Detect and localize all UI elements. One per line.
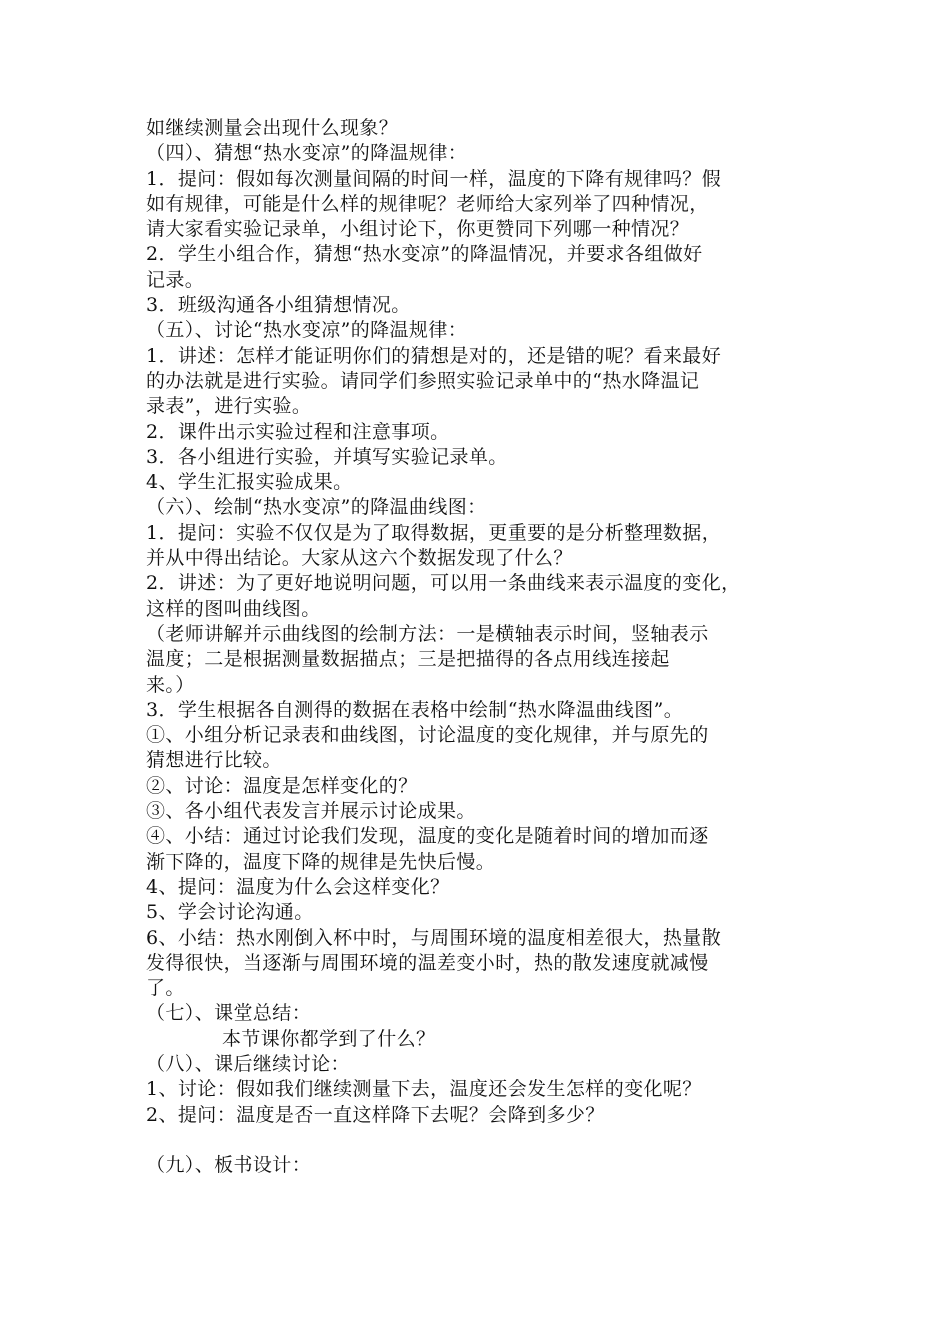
text-line: 1．提问：假如每次测量间隔的时间一样，温度的下降有规律吗？假 [146, 167, 722, 190]
text-line: 录表”，进行实验。 [146, 395, 312, 418]
text-line: 发得很快，当逐渐与周围环境的温差变小时，热的散发速度就减慢 [146, 951, 709, 974]
text-line: （老师讲解并示曲线图的绘制方法：一是横轴表示时间，竖轴表示 [146, 622, 709, 645]
text-line: 2．课件出示实验过程和注意事项。 [146, 420, 450, 443]
indented-text-line: 本节课你都学到了什么？ [222, 1027, 436, 1050]
text-line: 5、学会讨论沟通。 [146, 901, 314, 924]
section-heading-8: （八）、课后继续讨论： [146, 1052, 350, 1075]
text-line: 1．提问：实验不仅仅是为了取得数据，更重要的是分析整理数据， [146, 521, 722, 544]
section-heading-4: （四）、猜想“热水变凉”的降温规律： [146, 142, 468, 165]
text-line: 3．学生根据各自测得的数据在表格中绘制“热水降温曲线图”。 [146, 698, 684, 721]
text-line: ①、小组分析记录表和曲线图，讨论温度的变化规律，并与原先的 [146, 724, 709, 747]
text-line: 的办法就是进行实验。请同学们参照实验记录单中的“热水降温记 [146, 369, 700, 392]
text-line: 1、讨论：假如我们继续测量下去，温度还会发生怎样的变化呢？ [146, 1078, 702, 1101]
text-line: 请大家看实验记录单，小组讨论下，你更赞同下列哪一种情况？ [146, 218, 690, 241]
text-line: 6、小结：热水刚倒入杯中时，与周围环境的温度相差很大，热量散 [146, 926, 722, 949]
text-line: 3．班级沟通各小组猜想情况。 [146, 294, 411, 317]
text-line: 4、提问：温度为什么会这样变化？ [146, 875, 450, 898]
text-line: 4、学生汇报实验成果。 [146, 471, 353, 494]
text-line: 渐下降的，温度下降的规律是先快后慢。 [146, 850, 496, 873]
text-line: 1．讲述：怎样才能证明你们的猜想是对的，还是错的呢？看来最好 [146, 344, 722, 367]
text-line: 温度；二是根据测量数据描点；三是把描得的各点用线连接起 [146, 648, 670, 671]
section-heading-5: （五）、讨论“热水变凉”的降温规律： [146, 319, 468, 342]
blank-line [146, 1128, 814, 1153]
section-heading-6: （六）、绘制“热水变凉”的降温曲线图： [146, 496, 487, 519]
text-line: 2、提问：温度是否一直这样降下去呢？会降到多少？ [146, 1103, 605, 1126]
text-line: 如有规律，可能是什么样的规律呢？老师给大家列举了四种情况， [146, 192, 709, 215]
text-line: ④、小结：通过讨论我们发现，温度的变化是随着时间的增加而逐 [146, 825, 709, 848]
text-line: 猜想进行比较。 [146, 749, 282, 772]
text-line: 了。 [146, 977, 185, 1000]
text-line: 2．学生小组合作，猜想“热水变凉”的降温情况，并要求各组做好 [146, 243, 703, 266]
section-heading-7: （七）、课堂总结： [146, 1002, 312, 1025]
text-line: ③、各小组代表发言并展示讨论成果。 [146, 800, 476, 823]
text-line: 记录。 [146, 268, 205, 291]
text-line: 如继续测量会出现什么现象？ [146, 117, 399, 139]
section-heading-9: （九）、板书设计： [146, 1154, 312, 1177]
text-line: 这样的图叫曲线图。 [146, 597, 321, 620]
text-line: 来。） [146, 673, 195, 696]
text-line: 2．讲述：为了更好地说明问题，可以用一条曲线来表示温度的变化， [146, 572, 741, 595]
text-line: 并从中得出结论。大家从这六个数据发现了什么？ [146, 547, 573, 570]
document-body [146, 116, 814, 1178]
text-line: ②、讨论：温度是怎样变化的？ [146, 774, 418, 797]
text-line: 3．各小组进行实验，并填写实验记录单。 [146, 445, 508, 468]
